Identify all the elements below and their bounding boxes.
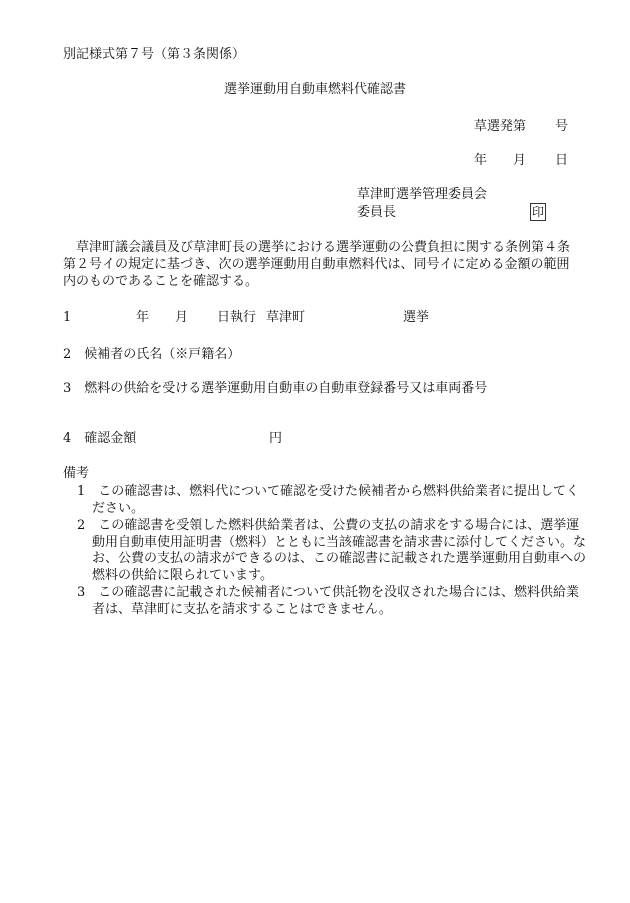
date-year-label: 年: [474, 153, 488, 168]
reference-number-label: 草選発第: [474, 119, 527, 134]
item-1-month-label: 月: [175, 310, 189, 325]
reference-number-suffix: 号: [555, 119, 569, 134]
issuer-position: 委員長: [357, 205, 397, 220]
date-day-label: 日: [555, 153, 569, 168]
notes-heading: 備考: [63, 466, 90, 481]
item-1-year-label: 年: [136, 310, 150, 325]
item-1-town: 草津町: [266, 310, 306, 325]
note-item: 3 この確認書に記載された候補者について供託物を没収された場合には、燃料供給業者は、草津町に支払を請求することはできません。: [77, 585, 580, 617]
confirmation-statement: 草津町議会議員及び草津町長の選挙における選挙運動の公費負担に関する条例第４条第２号イの規定に基づき、次の選挙運動用自動車燃料代は、同号イに定める金額の範囲内のものであることを確認する。: [63, 240, 571, 289]
note-item: 2 この確認書を受領した燃料供給業者は、公費の支払の請求をする場合には、選挙運動用自動車使用証明書（燃料）とともに当該確認書を請求書に添付してください。なお、公費の支払の請求ができるのは、この確認書に記載された選挙運動用自動車への燃料の供給に限られています。: [77, 518, 587, 583]
seal-box: 印: [531, 205, 544, 219]
item-1-election-label: 選挙: [403, 310, 430, 325]
issuer-organization: 草津町選挙管理委員会: [357, 187, 488, 202]
date-month-label: 月: [513, 153, 527, 168]
note-item: 1 この確認書は、燃料代について確認を受けた候補者から燃料供給業者に提出してください。: [77, 484, 580, 516]
item-2-candidate-name: 2 候補者の氏名（※戸籍名）: [63, 347, 241, 362]
item-1-day-exec-label: 日執行: [217, 310, 257, 325]
document-title: 選挙運動用自動車燃料代確認書: [223, 82, 406, 97]
item-1-number: 1: [63, 310, 72, 325]
item-4-yen-unit: 円: [269, 431, 283, 446]
item-3-vehicle-number: 3 燃料の供給を受ける選挙運動用自動車の自動車登録番号又は車両番号: [63, 381, 488, 396]
item-4-confirmed-amount: 4 確認金額: [63, 431, 137, 446]
form-number: 別記様式第７号（第３条関係）: [63, 47, 246, 62]
